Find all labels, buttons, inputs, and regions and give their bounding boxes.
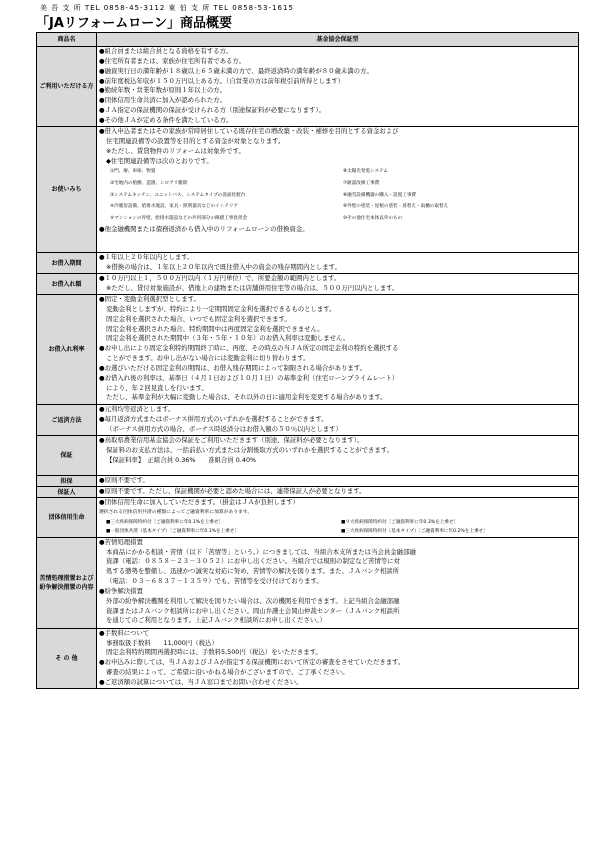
text-line: ●前年度税込年収が１５０万円以上ある方。（自営業の方は前年税引前所得とします）	[99, 76, 345, 85]
usage-item: ⑩その他住宅本体以外のもの	[343, 216, 403, 222]
contact-info: 美 吾 支 所 TEL 0858-45-3112 東 伯 支 所 TEL 0858-53-1615	[40, 4, 294, 12]
label-repay: ご返済方法	[37, 405, 97, 436]
text-line: 処する態勢を整備し、迅速かつ誠実な対応に努め、苦情等の解決を図ります。また、ＪＡバンク相談所	[106, 567, 400, 576]
text-line: ●お選びいただける固定金利の期間は、お借入残存期間によって制限される場合があります。	[99, 363, 367, 372]
text-line: ※ただし、賃貸物件のリフォームは対象外です。	[106, 146, 245, 155]
text-line: ただし、基準金利が大幅に変動した場合は、それ以外の日に適用金利を変更する場合があります。	[106, 393, 387, 402]
text-line: ●住宅所有者または、家族が住宅所有者である方。	[99, 56, 246, 65]
text-line: ●その他ＪＡが定める条件を満たしている方。	[99, 115, 233, 124]
text-line: 変動金利としますが、特約により一定期間固定金利を選択できるものとします。	[106, 304, 336, 313]
text-line: 住宅関連設備等の設置等を目的とする資金が対象となります。	[106, 136, 285, 145]
text-line: ●借入申込者またはその家族が常時居住している既存住宅の増改築・改装・補修を目的とする資金および	[99, 127, 399, 135]
insurance-option: ■三大疾病保障特約付［ご融資利率に年0.1%を上乗せ］	[106, 519, 224, 525]
text-line: 外部の紛争解決機関を利用して解決を図りたい場合は、次の機関を利用できます。上記当組合金融部融	[106, 596, 400, 605]
insurance-content	[97, 498, 579, 538]
usage-item: ④冷暖房設備、給排水施設、家具・照明器具などのインテリア	[110, 204, 239, 210]
insurance-options	[99, 518, 576, 537]
guarantee-content	[97, 436, 579, 476]
usage-item: ②宅地内の植樹、造園、シロアリ駆除	[110, 181, 188, 187]
usage-content	[97, 127, 579, 253]
text-line: 事務取扱手数料 11,000円（税込）	[106, 638, 218, 647]
text-line: により、年２回見直しを行います。	[106, 383, 208, 392]
rate-content	[97, 295, 579, 405]
label-amount: お借入れ額	[37, 274, 97, 295]
label-rate: お借入れ利率	[37, 295, 97, 405]
text-line: ●お申込みに際しては、当ＪＡおよびＪＡが指定する保証機関において所定の審査をさせていただきます。	[99, 658, 405, 667]
period-content	[97, 253, 579, 274]
label-insurance: 団体信用生命	[37, 498, 97, 538]
text-line: 資課またはＪＡバンク相談所にお申し出ください。岡山弁護士会岡山仲裁センター（ＪＡバンク相談所	[106, 606, 400, 615]
col-header-product: 基金協会保証型	[97, 33, 579, 47]
text-line: ことができます。お申し出がない場合には変動金利に切り替わります。	[106, 354, 310, 363]
guarantor-content	[97, 487, 579, 498]
usage-item: ⑧融雪設備機器の購入・設置工事費	[343, 192, 417, 198]
text-line: 固定金利特約期間再選択時には、手数料5,500円（税込）をいただきます。	[106, 648, 322, 657]
other-content	[97, 628, 579, 688]
label-usage: お使いみち	[37, 127, 97, 253]
text-line: ●元利均等返済とします。	[99, 405, 175, 413]
text-line: ※借換の場合は、１年以上２０年以内で既往借入中の資金の残存期間内とします。	[106, 262, 341, 271]
usage-items-grid	[99, 166, 576, 225]
text-line: ●お借入れ後の利率は、基準日（４月１日および１０月１日）の基準金利（住宅ローンプライムレート）	[99, 373, 399, 382]
label-other: そ の 他	[37, 628, 97, 688]
text-line: 審査の結果によって、ご希望に沿いかねる場合がございますので、ご了承ください。	[106, 668, 349, 677]
insurance-option: ■三大疾病保障特約付（基本タイプ）［ご融資利率に年0.2%を上乗せ］	[341, 529, 488, 535]
label-eligible: ご利用いただける方	[37, 47, 97, 127]
eligible-content	[97, 47, 579, 127]
text-line: 本商品にかかる相談・苦情（以下「苦情等」という。）につきましては、当組合本支所または当会員金融部融	[106, 547, 416, 556]
text-line: 選択される団体信用共済の種類によってご融資利率に加算があります。	[99, 509, 253, 515]
usage-item: ⑨外壁の塗装・屋根の塗装・葺替え・雨樋の取替え	[343, 204, 449, 210]
text-line: ●ＪＡ指定の保証機関の保証が受けられる方（別途保証料が必要になります）。	[99, 106, 326, 115]
text-line: ●お申し出により固定金利特約期間終了時に、再度、その時点の当ＪＡ所定の固定金利の特約を選択する	[99, 344, 399, 353]
label-complaint: 苦情処理措置および紛争解決措置の内容	[37, 537, 97, 628]
text-line: ●融資実行日の満年齢が１８歳以上６５歳未満の方で、最終返済時の満年齢が８０歳未満の方。	[99, 66, 373, 75]
text-line: ●原則不要です。ただし、保証機関が必要と認めた場合には、連帯保証人が必要となります。	[99, 487, 366, 495]
label-period: お借入期間	[37, 253, 97, 274]
text-line: ●１年以上２０年以内とします。	[99, 253, 194, 261]
product-summary-table	[36, 32, 579, 689]
label-guarantor: 保証人	[37, 487, 97, 498]
page-title: 「JAリフォームローン」商品概要	[36, 16, 232, 31]
text-line: ●紛争解決措置	[99, 586, 143, 595]
usage-item: ⑧太陽光発電システム	[343, 169, 389, 175]
text-line: （電話：０３－６８３７－１３５９）でも、苦情等を受け付けております。	[106, 577, 323, 586]
text-line: ※ただし、貸付対象施設が、借地上の建物または店舗併用住宅等の場合は、５００万円以内とします。	[106, 283, 399, 292]
usage-item: ①門、塀、車庫、物置	[110, 169, 156, 175]
label-collateral: 担保	[37, 476, 97, 487]
text-line: ●勤続年数・営業年数が原則１年以上の方。	[99, 86, 226, 95]
collateral-content	[97, 476, 579, 487]
text-line: ●毎月返済方式またはボーナス併用方式のいずれかを選択することができます。	[99, 414, 328, 423]
text-line: 固定金利を選択された場合、特約期間中は再度固定金利を選択できません。	[106, 324, 324, 333]
text-line: ●苦情処理措置	[99, 537, 143, 546]
text-line: 固定金利を選択された期間中（３年・５年・１０年）のお借入利率は変動しません。	[106, 334, 350, 343]
text-line: ●ご返済額の試算については、当ＪＡ窓口までお問い合わせください。	[99, 677, 303, 686]
text-line: ●団体信用生命に加入していただきます。（掛金はＪＡが負担します）	[99, 498, 299, 506]
text-line: を通じてのご利用となります。上記ＪＡバンク相談所にお申し出ください。）	[106, 616, 326, 625]
col-header-item: 商品名	[37, 33, 97, 47]
text-line: 固定金利を選択された場合、いつでも固定金利を選択できます。	[106, 314, 291, 323]
text-line: ●手数料について	[99, 628, 150, 637]
text-line: ●固定・変動金利選択型とします。	[99, 295, 200, 303]
text-line: ◆住宅関連設備等は次のとおりです。	[106, 156, 213, 165]
text-line: （ボーナス併用方式の場合、ボーナス時返済分はお借入額の５０％以内とします）	[106, 424, 342, 433]
text-line: 資課（電話：０８５８－２３－３０５２）にお申し出ください。当組合では規則の制定など苦情等に対	[106, 557, 400, 566]
text-line: ●団体信用生命共済に加入が認められた方。	[99, 96, 226, 105]
complaint-content	[97, 537, 579, 628]
text-line: 保証料のお支払方法は、一括前払い方式または分割後取方式のいずれかを選択することができます。	[106, 445, 394, 454]
insurance-option: ■一般団体共済（基本タイプ）［ご融資利率に年0.1%を上乗せ］	[106, 529, 239, 535]
text-line: ●１０万円以上１，５００万円以内（１万円単位）で、所要金額の範囲内とします。	[99, 274, 341, 282]
text-line: ●他金融機関または債務返済から借入中のリフォームローンの借換資金。	[99, 224, 309, 233]
text-line: ●原則不要です。	[99, 476, 149, 484]
label-guarantee: 保証	[37, 436, 97, 476]
repay-content	[97, 405, 579, 436]
text-line: ●組合員または組合員となる資格を有する方。	[99, 47, 233, 55]
text-line: 【保証料率】 正組合員 0.36% 准組合員 0.40%	[106, 455, 257, 464]
insurance-option: ■９大疾病保障特約付［ご融資利率に年0.3%を上乗せ］	[341, 519, 459, 525]
usage-item: ⑦耐震改修工事費	[343, 181, 380, 187]
text-line: ●鳥取県農業信用基金協会の保証をご利用いただきます（別途、保証料が必要となります）。	[99, 436, 364, 444]
amount-content	[97, 274, 579, 295]
usage-item: ③システムキッチン、ユニットバス、システムタイプの洗面化粧台	[110, 192, 246, 198]
usage-item: ⑤マンションの外壁、給排水施設などの共用部分の修繕工事負担金	[110, 216, 248, 222]
